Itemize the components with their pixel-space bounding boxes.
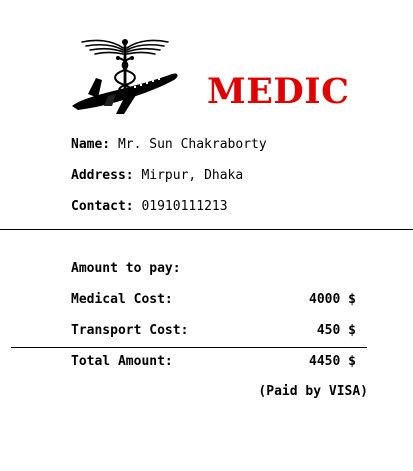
total-label: Total Amount: <box>71 354 173 369</box>
customer-name-row <box>71 137 267 153</box>
brand-title: MEDIC <box>207 71 350 112</box>
transport-cost-label: Transport Cost: <box>71 323 189 338</box>
section-divider <box>0 229 413 230</box>
customer-address-row <box>71 168 243 184</box>
name-value: Mr. Sun Chakraborty <box>117 137 267 152</box>
payment-note: (Paid by VISA) <box>258 384 368 399</box>
address-label: Address: <box>71 168 134 183</box>
caduceus-airplane-icon <box>68 36 182 116</box>
medical-cost-amount: 4000 $ <box>309 292 356 307</box>
total-amount: 4450 $ <box>309 354 356 369</box>
transport-cost-amount: 450 $ <box>316 323 356 338</box>
medical-cost-label: Medical Cost: <box>71 292 173 307</box>
name-label: Name: <box>71 137 111 152</box>
customer-contact-row <box>71 199 228 215</box>
contact-label: Contact: <box>71 199 134 214</box>
amount-heading: Amount to pay: <box>71 261 181 276</box>
address-value: Mirpur, Dhaka <box>141 168 244 183</box>
total-divider <box>11 347 367 348</box>
contact-value: 01910111213 <box>141 199 228 214</box>
